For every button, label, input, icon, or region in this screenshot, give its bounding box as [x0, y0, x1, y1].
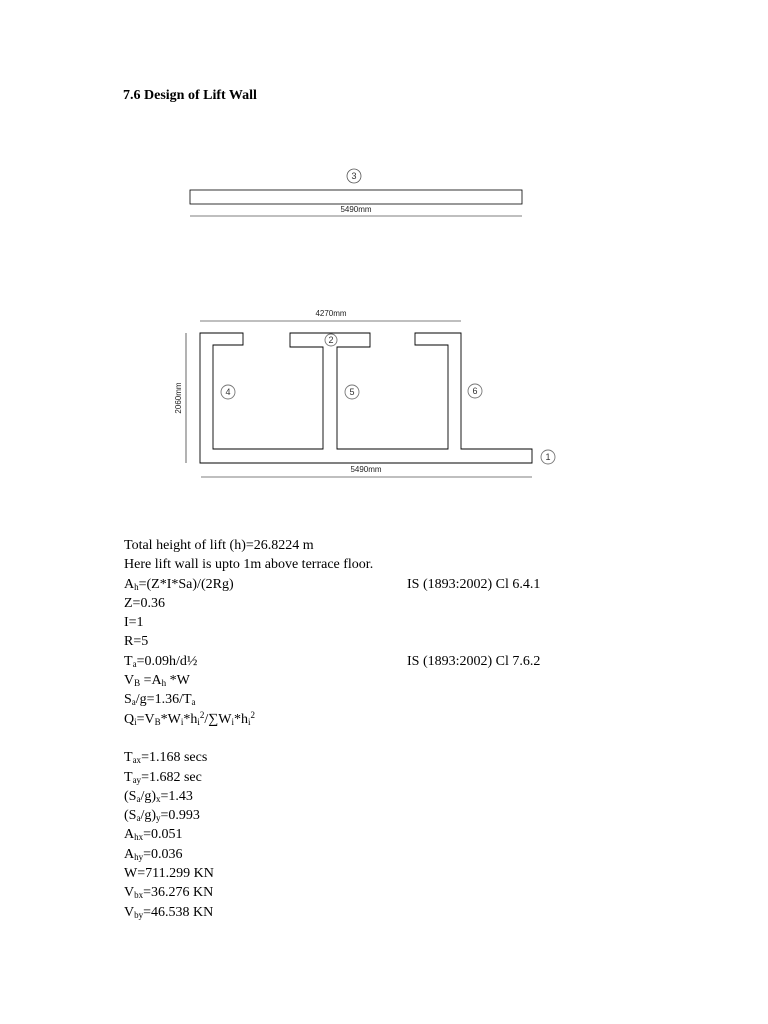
tax-line: $T_{ax}=1.168$ secs [124, 750, 208, 766]
wall-3-rect [190, 190, 522, 204]
section-title: 7.6 Design of Lift Wall [123, 88, 257, 103]
dimension-label-2060: 2060mm [174, 382, 183, 414]
ah-formula-line: $A_h=(Z*I*Sa)/(2Rg)$ IS (1893:2002) Cl 6.4.1 [124, 575, 373, 594]
label-6: 6 [472, 386, 478, 396]
sagx-line: $(S_a/g)_x=1.43$ [124, 788, 193, 804]
r-line: R=5 [124, 634, 149, 650]
label-3: 3 [351, 171, 357, 181]
dimension-label-5490: 5490mm [340, 205, 372, 214]
label-1: 1 [545, 452, 551, 462]
w-line: W=711.299 KN [124, 866, 214, 882]
label-5: 5 [349, 387, 355, 397]
label-4: 4 [225, 387, 231, 397]
code-reference: IS (1893:2002) Cl 6.4.1 [407, 576, 541, 592]
vbx-line: $V_{bx}=36.276$ KN [124, 885, 214, 901]
calculation-block [124, 536, 541, 922]
lift-wall-outline [200, 333, 532, 463]
label-2: 2 [328, 335, 334, 345]
dimension-label-4270: 4270mm [315, 309, 347, 318]
z-line: Z=0.36 [124, 595, 165, 611]
dimension-label-5490-bottom: 5490mm [350, 465, 382, 474]
sag-formula-line: $S_a/g=1.36/T_a$ [124, 692, 196, 708]
wall-plan-diagram [186, 321, 555, 477]
i-line: I=1 [124, 615, 144, 631]
qi-formula-line: $Q_i=V_B*W_i*h_i^2/\sum W_i*h_i^2$ [124, 709, 256, 727]
ahy-line: $A_{hy}=0.036$ [124, 846, 183, 862]
blank-line [124, 729, 373, 748]
tay-line: $T_{ay}=1.682$ sec [124, 769, 202, 785]
ta-formula-line: $T_a=0.09h/d\frac{1}{2}$ IS (1893:2002) Cl 7.6.2 [124, 652, 373, 671]
note-line: Here lift wall is upto 1m above terrace floor. [124, 557, 374, 573]
code-reference: IS (1893:2002) Cl 7.6.2 [407, 653, 541, 669]
vb-formula-line: $V_B =A_h$ *W [124, 673, 190, 689]
sagy-line: $(S_a/g)_y=0.993$ [124, 808, 200, 824]
vby-line: $V_{by}=46.538$ KN [124, 904, 214, 920]
ahx-line: $A_{hx}=0.051$ [124, 827, 183, 843]
total-height-line: Total height of lift (h)=26.8224 m [124, 538, 314, 553]
